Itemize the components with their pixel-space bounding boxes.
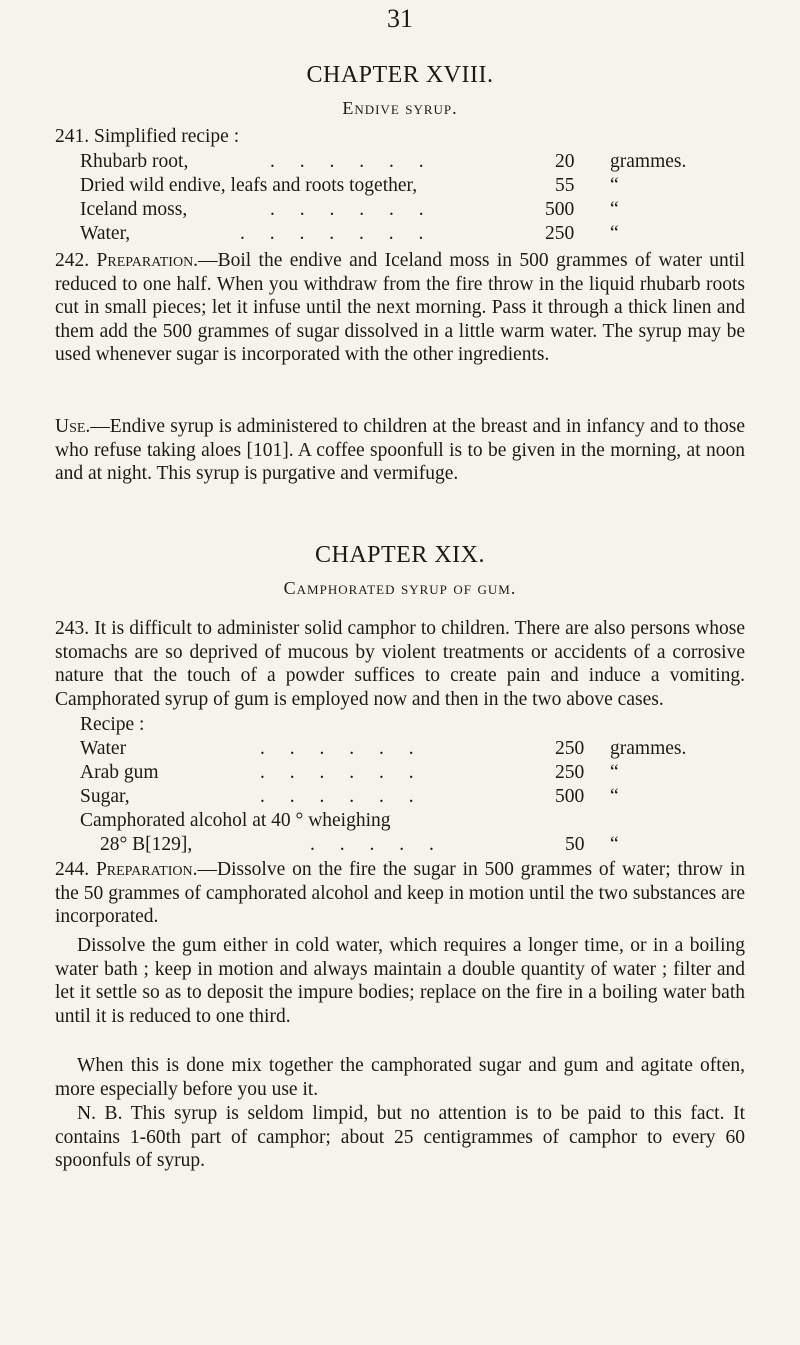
chapter-18-subtitle: Endive syrup. <box>342 98 458 118</box>
section-244-paragraph <box>55 858 745 929</box>
ingredient-unit: “ <box>610 834 619 855</box>
recipe-row-alcohol: Camphorated alcohol at 40 ° wheighing <box>80 810 391 831</box>
recipe-row-water <box>80 738 700 762</box>
recipe-row-iceland-moss <box>80 199 700 223</box>
ingredient-name: 28° B[129], <box>100 834 193 855</box>
ingredient-unit: “ <box>610 175 619 196</box>
section-244-text: —Dissolve on the fire the sugar in 500 grammes of water; throw in the 50 grammes of camphorated alcohol and keep in motion until the two substances are incorporated. <box>55 859 745 927</box>
leader-dots: . . . . . . . <box>240 223 434 244</box>
leader-dots: . . . . . . <box>270 151 434 172</box>
ingredient-unit: grammes. <box>610 738 687 759</box>
section-242-paragraph <box>55 249 745 367</box>
leader-dots: . . . . . . <box>260 786 424 807</box>
ingredient-unit: “ <box>610 786 619 807</box>
ingredient-qty: 50 <box>565 834 585 855</box>
ingredient-qty: 500 <box>555 786 585 807</box>
ingredient-qty: 250 <box>545 223 575 244</box>
ingredient-name: Dried wild endive, leafs and roots together, <box>80 175 418 196</box>
ingredient-name: Arab gum <box>80 762 159 783</box>
ingredient-name: Water <box>80 738 127 759</box>
section-244-lead: 244. Preparation. <box>55 859 198 880</box>
ingredient-unit: grammes. <box>610 151 687 172</box>
chapter-18-title: CHAPTER XVIII. <box>306 62 494 88</box>
page-number: 31 <box>387 4 413 33</box>
chapter-19-title: CHAPTER XIX. <box>314 542 485 568</box>
ingredient-name: Sugar, <box>80 786 130 807</box>
ingredient-qty: 55 <box>555 175 575 196</box>
section-241-heading: 241. Simplified recipe : <box>55 126 240 147</box>
leader-dots: . . . . . . <box>260 738 424 759</box>
recipe-label: Recipe : <box>80 714 145 735</box>
recipe-row-alcohol-degree <box>100 834 720 858</box>
recipe-row-endive <box>80 175 700 199</box>
ingredient-name: Rhubarb root, <box>80 151 189 172</box>
recipe-row-rhubarb <box>80 151 700 175</box>
ingredient-qty: 250 <box>555 738 585 759</box>
recipe-row-sugar <box>80 786 700 810</box>
leader-dots: . . . . . . <box>270 199 434 220</box>
section-243-paragraph: 243. It is difficult to administer solid camphor to children. There are also persons whose stomachs are so deprived of mucous by violent treatments or accidents of a corrosive nature that the touch of a powder suffices to create pain and induce a vomiting. Camphorated syrup of gum is employed now and then in the two above cases. <box>55 618 745 710</box>
leader-dots: . . . . . . <box>260 762 424 783</box>
note-paragraph: N. B. This syrup is seldom limpid, but no attention is to be paid to this fact. It contains 1-60th part of camphor; about 25 centigrammes of camphor to every 60 spoonfuls of syrup. <box>55 1103 745 1171</box>
use-paragraph <box>55 415 745 486</box>
ingredient-name: Iceland moss, <box>80 199 188 220</box>
leader-dots: . . . . . <box>310 834 444 855</box>
ingredient-qty: 20 <box>555 151 575 172</box>
chapter-19-subtitle: Camphorated syrup of gum. <box>283 578 517 598</box>
use-lead: Use. <box>55 416 91 437</box>
recipe-row-water <box>80 223 700 247</box>
dissolve-paragraph: Dissolve the gum either in cold water, which requires a longer time, or in a boiling water bath ; keep in motion and always maintain a double quantity of water ; filter and let it settle so as to deposit the impure bodies; replace on the fire in a boiling water bath until it is reduced to one third. <box>55 935 745 1027</box>
section-242-text: —Boil the endive and Iceland moss in 500 grammes of water until reduced to one half. When you withdraw from the fire throw in the liquid rhubarb roots cut in small pieces; let it infuse until the next morning. Pass it through a thick linen and them add the 500 grammes of sugar dissolved in a little warm water. The syrup may be used whenever sugar is incorporated with the other ingredients. <box>55 250 745 365</box>
ingredient-unit: “ <box>610 199 619 220</box>
mixing-paragraph: When this is done mix together the camphorated sugar and gum and agitate often, more especially before you use it. <box>55 1055 745 1100</box>
recipe-row-arab-gum <box>80 762 700 786</box>
ingredient-qty: 250 <box>555 762 585 783</box>
ingredient-unit: “ <box>610 223 619 244</box>
section-242-lead: 242. Preparation. <box>55 250 199 271</box>
use-text: —Endive syrup is administered to children at the breast and in infancy and to those who refuse taking aloes [101]. A coffee spoonfull is to be given in the morning, at noon and at night. This syrup is purgative and vermifuge. <box>55 416 745 484</box>
ingredient-unit: “ <box>610 762 619 783</box>
ingredient-name: Water, <box>80 223 131 244</box>
ingredient-qty: 500 <box>545 199 575 220</box>
